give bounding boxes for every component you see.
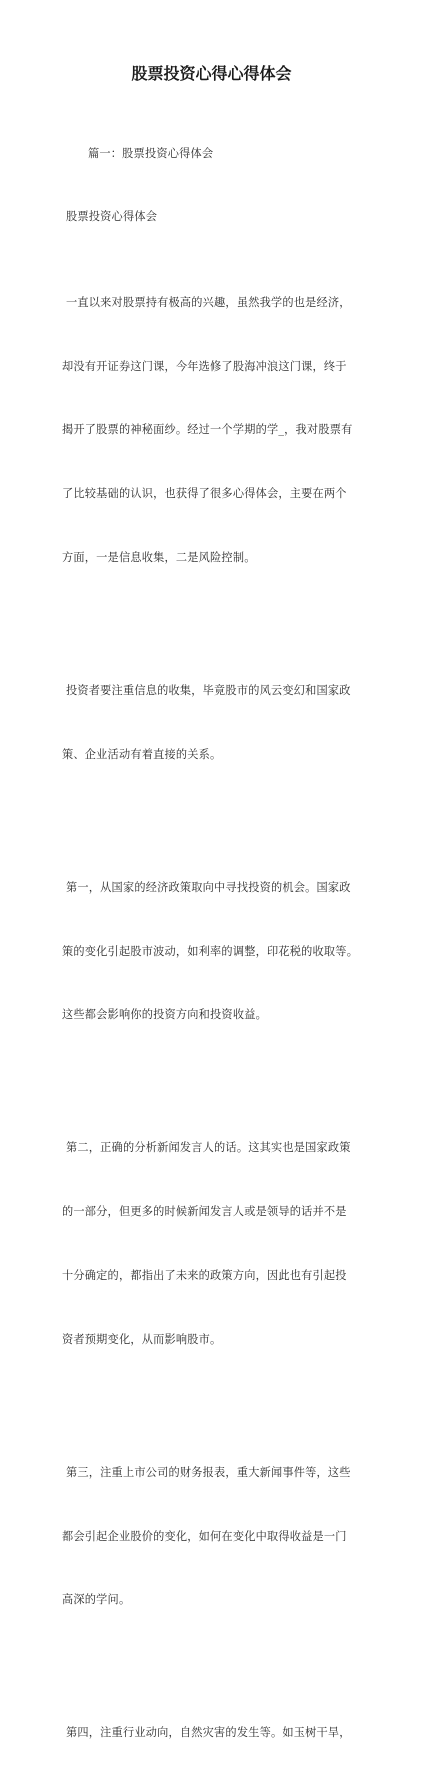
document-body [62, 100, 362, 1786]
document-title: 股票投资心得心得体会 [131, 64, 292, 83]
paragraph-line: 第三，注重上市公司的财务报表，重大新闻事件等，这些 [66, 1465, 351, 1479]
paragraph-line: 十分确定的，都指出了未来的政策方向，因此也有引起投 [62, 1269, 347, 1283]
paragraph-line: 的一部分，但更多的时候新闻发言人或是领导的话并不是 [62, 1205, 347, 1219]
paragraph-line: 都会引起企业股价的变化，如何在变化中取得收益是一门 [62, 1529, 347, 1543]
paragraph-line: 这些都会影响你的投资方向和投资收益。 [62, 1008, 267, 1022]
paragraph-gap [62, 1653, 362, 1658]
paragraph-line: 策、企业活动有着直接的关系。 [62, 747, 222, 761]
paragraph-line: 第二，正确的分析新闻发言人的话。这其实也是国家政策 [66, 1141, 351, 1155]
section-subheading: 股票投资心得体会 [66, 210, 158, 224]
paragraph-gap [62, 1393, 362, 1398]
paragraph-line: 第四，注重行业动向，自然灾害的发生等。如玉树干旱， [66, 1726, 351, 1740]
paragraph-line: 第一，从国家的经济政策取向中寻找投资的机会。国家政 [66, 880, 351, 894]
paragraph-gap [62, 611, 362, 616]
paragraph-line: 却没有开证券这门课，今年选修了股海冲浪这门课，终于 [62, 359, 347, 373]
section-subtitle: 篇一：股票投资心得体会 [88, 146, 214, 160]
paragraph-line: 方面，一是信息收集，二是风险控制。 [62, 551, 256, 565]
paragraph-line: 投资者要注重信息的收集，毕竟股市的风云变幻和国家政 [66, 684, 351, 698]
paragraph-line: 高深的学问。 [62, 1593, 131, 1607]
paragraph-gap [62, 808, 362, 813]
paragraph-line: 资者预期变化，从而影响股市。 [62, 1332, 222, 1346]
paragraph-gap [62, 1068, 362, 1073]
paragraph-line: 揭开了股票的神秘面纱。经过一个学期的学_，我对股票有 [62, 423, 353, 437]
paragraph-line: 策的变化引起股市波动，如利率的调整，印花税的收取等。 [62, 944, 359, 958]
paragraph-line: 了比较基础的认识，也获得了很多心得体会，主要在两个 [62, 487, 347, 501]
paragraph-line: 一直以来对股票持有极高的兴趣，虽然我学的也是经济， [66, 295, 351, 309]
